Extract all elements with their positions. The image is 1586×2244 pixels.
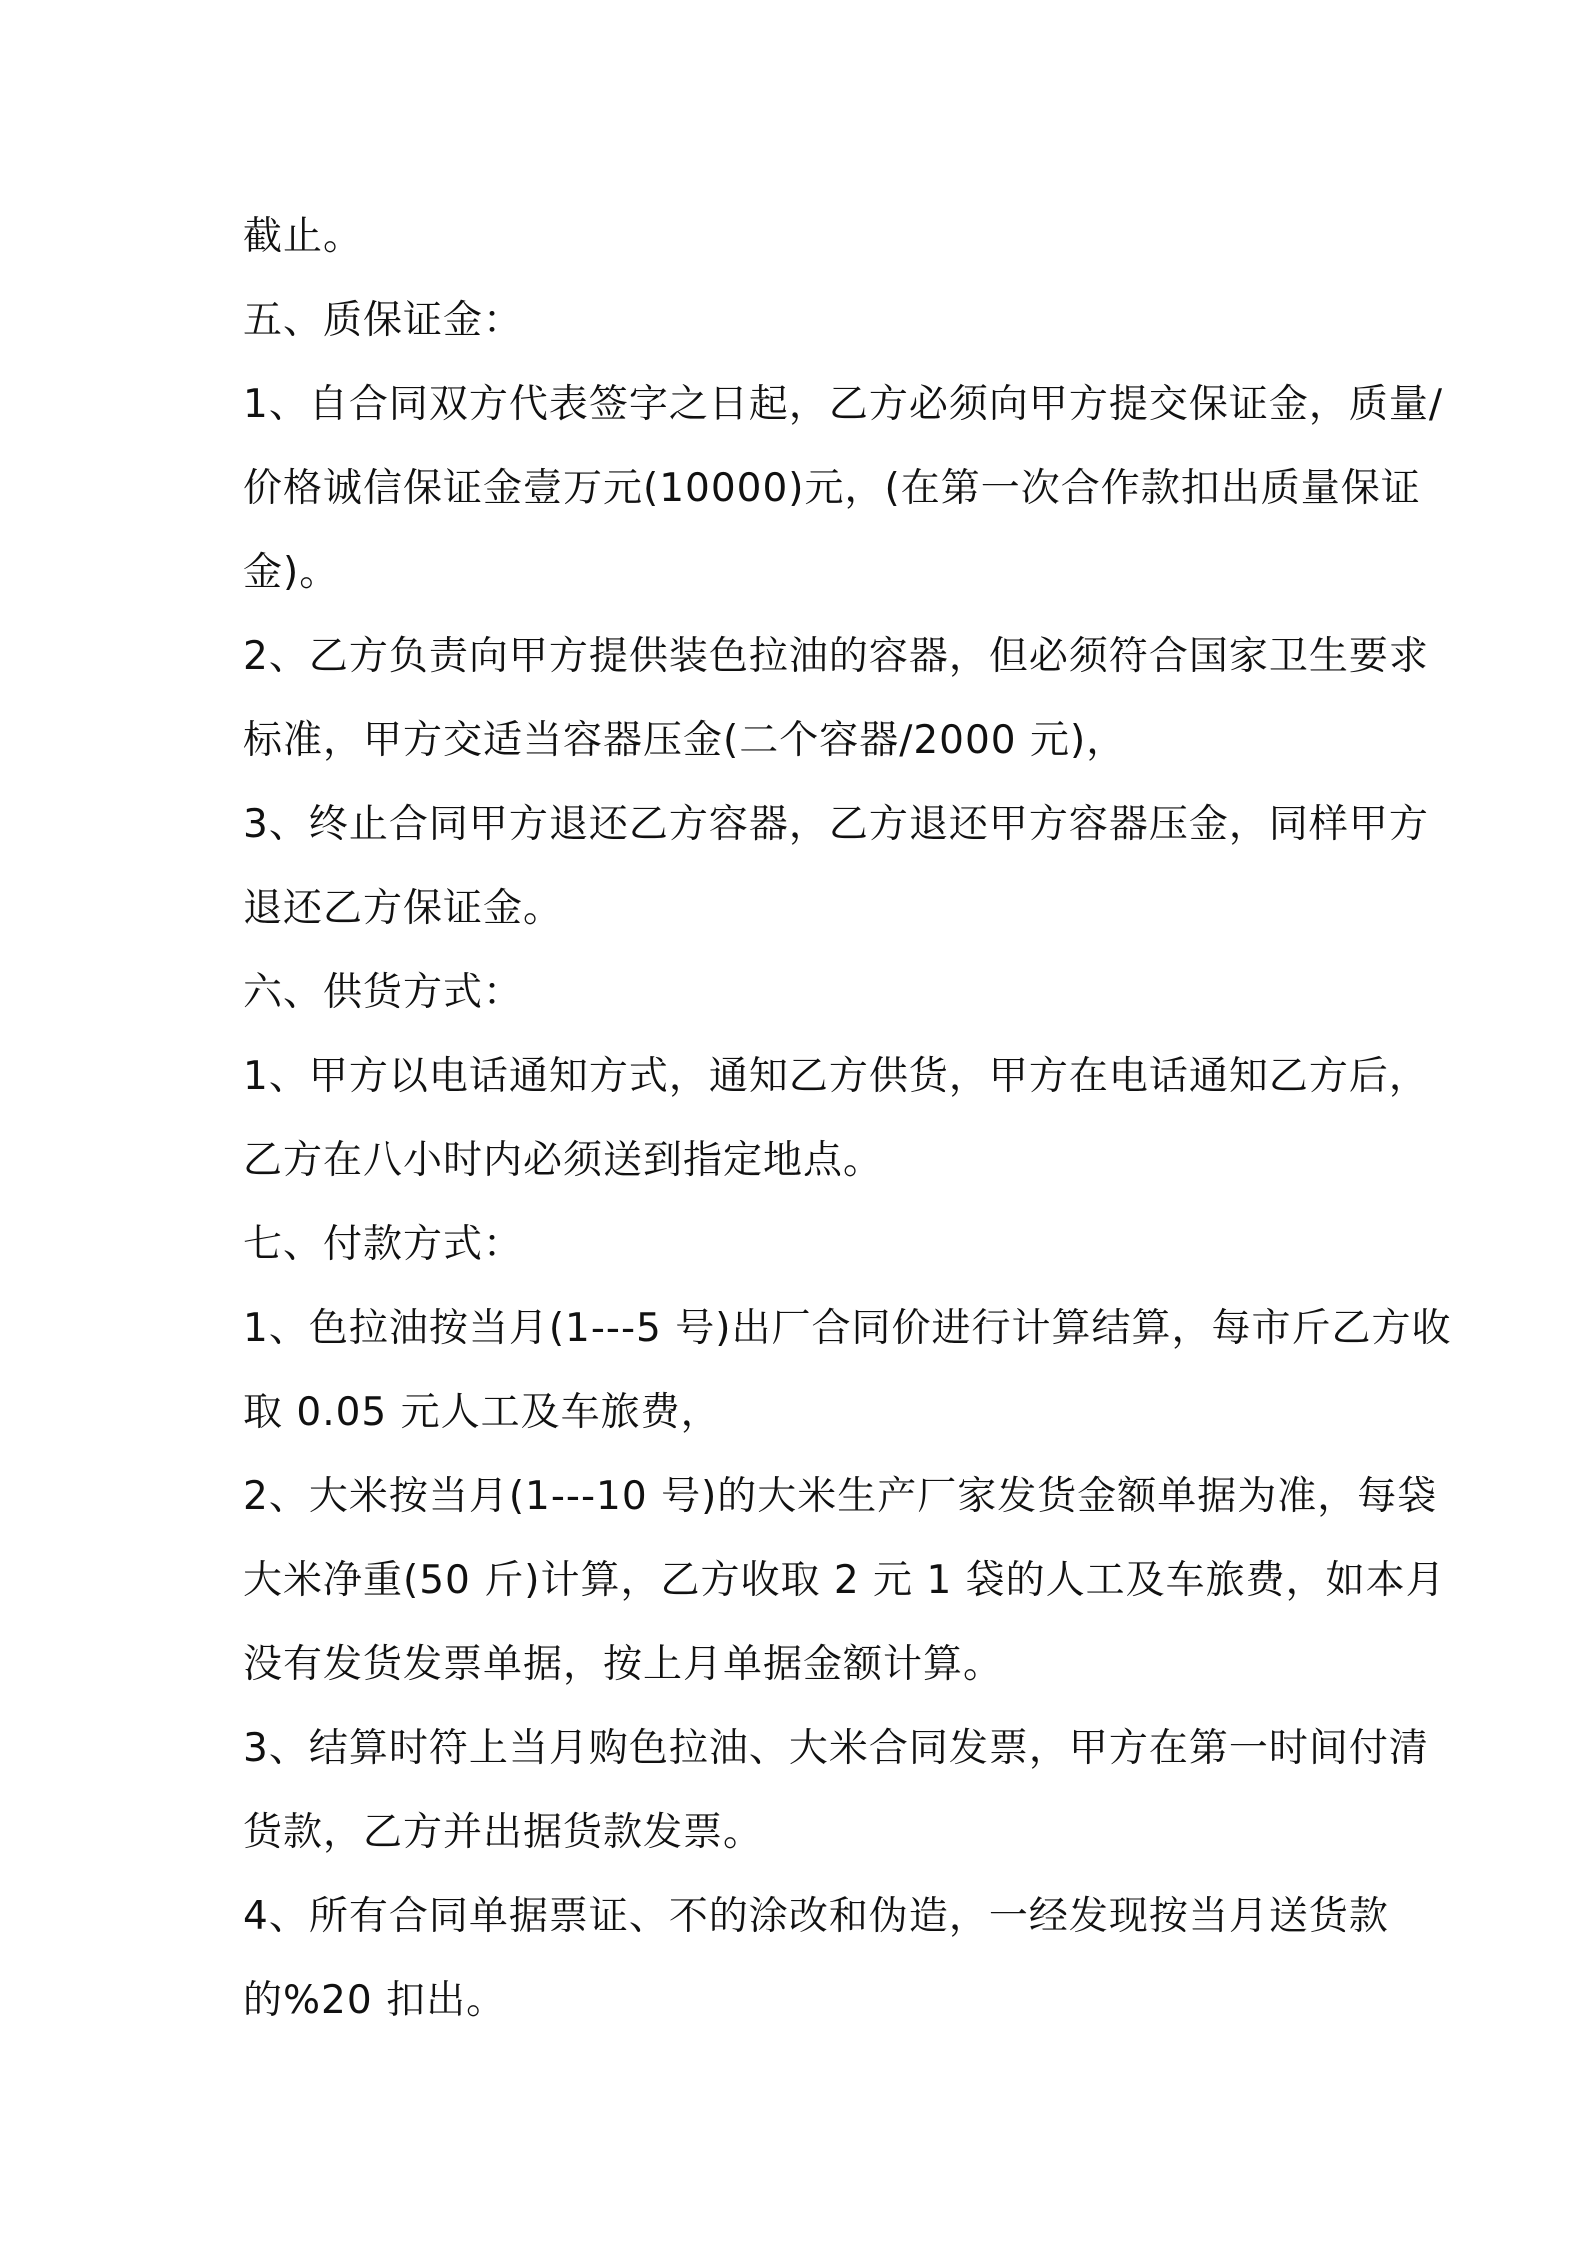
text-line-4: 价格诚信保证金壹万元(10000)元，(在第一次合作款扣出质量保证 <box>243 466 1421 511</box>
text-line-19: 3、结算时符上当月购色拉油、大米合同发票，甲方在第一时间付清 <box>243 1726 1429 1771</box>
text-line-20: 货款，乙方并出据货款发票。 <box>243 1810 764 1855</box>
text-line-21: 4、所有合同单据票证、不的涂改和伪造，一经发现按当月送货款 <box>243 1894 1389 1939</box>
contract-text <box>243 195 1452 2043</box>
text-line-1: 截止。 <box>243 214 364 259</box>
section-heading-5: 五、质保证金： <box>243 298 524 343</box>
section-heading-6: 六、供货方式： <box>243 970 524 1015</box>
section-heading-7: 七、付款方式： <box>243 1222 524 1267</box>
text-line-14: 1、色拉油按当月(1---5 号)出厂合同价进行计算结算，每市斤乙方收 <box>243 1306 1452 1351</box>
text-line-15: 取 0.05 元人工及车旅费， <box>243 1390 721 1435</box>
text-line-8: 3、终止合同甲方退还乙方容器，乙方退还甲方容器压金，同样甲方 <box>243 802 1429 847</box>
text-line-16: 2、大米按当月(1---10 号)的大米生产厂家发货金额单据为准，每袋 <box>243 1474 1438 1519</box>
text-line-18: 没有发货发票单据，按上月单据金额计算。 <box>243 1642 1004 1687</box>
text-line-3: 1、自合同双方代表签字之日起，乙方必须向甲方提交保证金，质量/ <box>243 382 1443 427</box>
text-line-17: 大米净重(50 斤)计算，乙方收取 2 元 1 袋的人工及车旅费，如本月 <box>243 1558 1446 1603</box>
text-line-6: 2、乙方负责向甲方提供装色拉油的容器，但必须符合国家卫生要求 <box>243 634 1429 679</box>
text-line-12: 乙方在八小时内必须送到指定地点。 <box>243 1138 884 1183</box>
text-line-7: 标准，甲方交适当容器压金(二个容器/2000 元)， <box>243 718 1127 763</box>
text-line-11: 1、甲方以电话通知方式，通知乙方供货，甲方在电话通知乙方后， <box>243 1054 1429 1099</box>
text-line-5: 金)。 <box>243 550 340 595</box>
text-line-22: 的%20 扣出。 <box>243 1978 507 2023</box>
text-line-9: 退还乙方保证金。 <box>243 886 564 931</box>
